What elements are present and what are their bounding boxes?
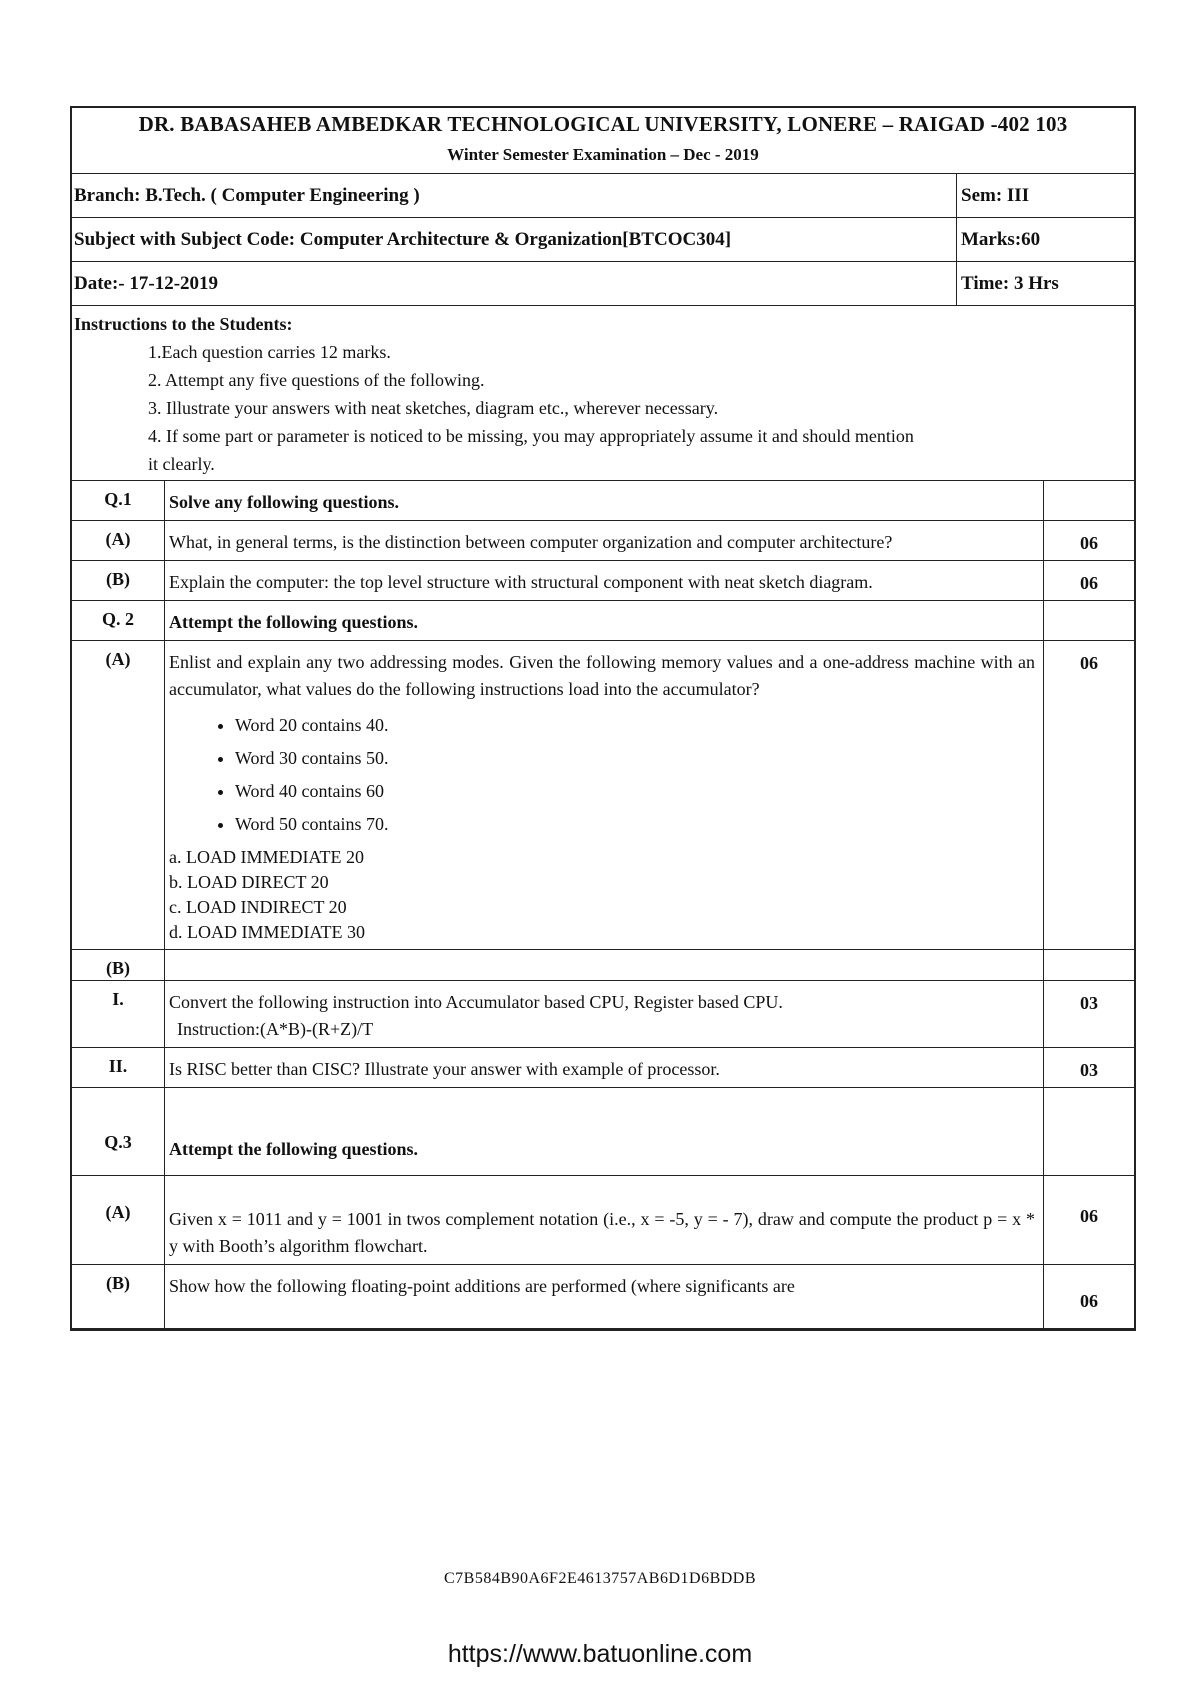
sub-question-label: (B) <box>72 950 165 981</box>
sub-question-text: Is RISC better than CISC? Illustrate your answer with example of processor. <box>165 1048 1044 1088</box>
exam-date: Date:- 17-12-2019 <box>74 272 219 294</box>
question-number: Q. 2 <box>72 601 165 641</box>
instruction-item: 1.Each question carries 12 marks. <box>148 342 391 362</box>
university-name: DR. BABASAHEB AMBEDKAR TECHNOLOGICAL UNIVERSITY, LONERE – RAIGAD -402 103 <box>138 112 1068 136</box>
sub-question-text: Convert the following instruction into Accumulator based CPU, Register based CPU. <box>169 992 783 1012</box>
sub-question-label: (A) <box>72 1176 165 1265</box>
sub-question-marks: 06 <box>1044 1176 1135 1265</box>
sub-question-text: Enlist and explain any two addressing modes. Given the following memory values and a one-address machine with an accumulator, what values do the following instructions load into the accumulator? <box>169 652 1035 699</box>
instruction-item: 3. Illustrate your answers with neat sketches, diagram etc., wherever necessary. <box>148 398 719 418</box>
sub-question-marks: 03 <box>1044 1048 1135 1088</box>
document-hash-code: C7B584B90A6F2E4613757AB6D1D6BDDB <box>443 1570 757 1587</box>
sub-question-marks: 06 <box>1044 1265 1135 1329</box>
instruction-continuation: it clearly. <box>148 454 215 474</box>
sub-question-row <box>72 950 1134 981</box>
sub-question-row <box>72 641 1134 950</box>
instructions <box>72 306 1134 481</box>
question-row <box>72 601 1134 641</box>
branch: Branch: B.Tech. ( Computer Engineering ) <box>74 184 420 206</box>
sub-question-marks: 03 <box>1044 981 1135 1048</box>
sub-question-marks: 06 <box>1044 521 1135 561</box>
question-number: Q.3 <box>72 1088 165 1176</box>
instructions-title: Instructions to the Students: <box>74 314 293 334</box>
semester: Sem: III <box>956 174 1134 217</box>
instruction-item: 4. If some part or parameter is noticed to be missing, you may appropriately assume it and should mention <box>148 426 914 446</box>
sub-question-row <box>72 561 1134 601</box>
question-title: Attempt the following questions. <box>165 1088 1044 1176</box>
sub-question-text: What, in general terms, is the distinction between computer organization and computer architecture? <box>165 521 1044 561</box>
sub-question-label: II. <box>72 1048 165 1088</box>
sub-question-text: Show how the following floating-point additions are performed (where significants are <box>165 1265 1044 1329</box>
sub-question-body <box>165 641 1044 950</box>
paper-header <box>72 108 1134 174</box>
sub-question-label: (B) <box>72 1265 165 1329</box>
sub-question-text: Explain the computer: the top level structure with structural component with neat sketch diagram. <box>165 561 1044 601</box>
sub-question-row <box>72 981 1134 1048</box>
instruction-item: 2. Attempt any five questions of the following. <box>148 370 485 390</box>
subject-row <box>72 218 1134 262</box>
total-marks: Marks:60 <box>956 218 1134 261</box>
questions-table <box>72 481 1134 1329</box>
sub-question-label: (B) <box>72 561 165 601</box>
subject: Subject with Subject Code: Computer Architecture & Organization[BTCOC304] <box>74 228 732 250</box>
list-item: • Word 30 contains 50. <box>235 742 1035 775</box>
website-url: https://www.batuonline.com <box>447 1640 753 1668</box>
load-instruction: d. LOAD IMMEDIATE 30 <box>169 922 365 942</box>
load-instruction: b. LOAD DIRECT 20 <box>169 872 329 892</box>
load-instruction: c. LOAD INDIRECT 20 <box>169 897 347 917</box>
sub-question-row <box>72 1048 1134 1088</box>
question-title: Solve any following questions. <box>165 481 1044 521</box>
branch-row <box>72 174 1134 218</box>
list-item: • Word 50 contains 70. <box>235 808 1035 841</box>
sub-question-row <box>72 521 1134 561</box>
sub-question-row <box>72 1265 1134 1329</box>
list-item: • Word 40 contains 60 <box>235 775 1035 808</box>
sub-question-text: Given x = 1011 and y = 1001 in twos complement notation (i.e., x = -5, y = - 7), draw and compute the product p = x * y with Booth’s algorithm flowchart. <box>165 1176 1044 1265</box>
sub-question-label: I. <box>72 981 165 1048</box>
load-instruction: a. LOAD IMMEDIATE 20 <box>169 847 364 867</box>
question-row <box>72 1088 1134 1176</box>
question-number: Q.1 <box>72 481 165 521</box>
sub-question-label: (A) <box>72 521 165 561</box>
exam-time: Time: 3 Hrs <box>956 262 1134 305</box>
sub-question-row <box>72 1176 1134 1265</box>
question-row <box>72 481 1134 521</box>
sub-question-body <box>165 981 1044 1048</box>
exam-paper <box>70 106 1136 1331</box>
memory-values-list <box>169 709 1035 841</box>
date-row <box>72 262 1134 306</box>
sub-question-marks: 06 <box>1044 561 1135 601</box>
list-item: • Word 20 contains 40. <box>235 709 1035 742</box>
exam-title: Winter Semester Examination – Dec - 2019 <box>447 145 759 164</box>
instruction-expression: Instruction:(A*B)-(R+Z)/T <box>177 1019 374 1039</box>
question-title: Attempt the following questions. <box>165 601 1044 641</box>
sub-question-marks: 06 <box>1044 641 1135 950</box>
sub-question-label: (A) <box>72 641 165 950</box>
